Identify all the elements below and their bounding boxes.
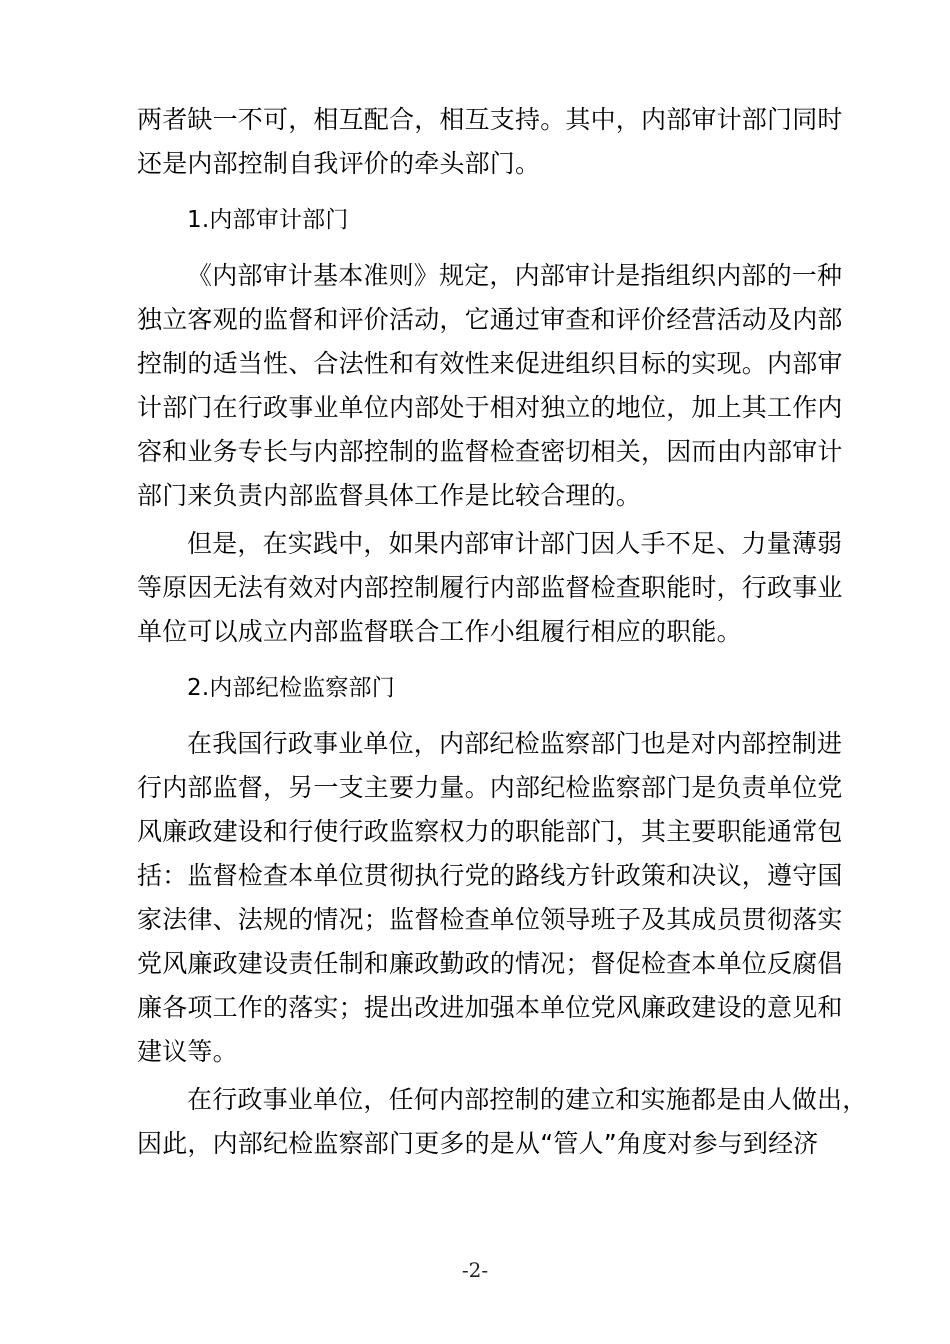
text-line: 容和业务专长与内部控制的监督检查密切相关，因而由内部审计 (137, 437, 843, 466)
text-line: 因此，内部纪检监察部门更多的是从“管人”角度对参与到经济 (137, 1129, 819, 1158)
text-line: 家法律、法规的情况；监督检查单位领导班子及其成员贯彻落实 (137, 905, 843, 934)
text-line: 廉各项工作的落实；提出改进加强本单位党风廉政建设的意见和 (137, 993, 843, 1022)
text-line: 控制的适当性、合法性和有效性来促进组织目标的实现。内部审 (137, 349, 843, 378)
text-line: 风廉政建设和行使行政监察权力的职能部门，其主要职能通常包 (137, 817, 843, 846)
text-line: 在行政事业单位，任何内部控制的建立和实施都是由人做出， (187, 1085, 868, 1114)
text-line: 还是内部控制自我评价的牵头部门。 (137, 149, 541, 178)
text-line: 建议等。 (137, 1037, 238, 1066)
text-line: 两者缺一不可，相互配合，相互支持。其中，内部审计部门同时 (137, 105, 843, 134)
text-line: 行内部监督，另一支主要力量。内部纪检监察部门是负责单位党 (137, 773, 843, 802)
text-line: 党风廉政建设责任制和廉政勤政的情况；督促检查本单位反腐倡 (137, 949, 843, 978)
text-line: 计部门在行政事业单位内部处于相对独立的地位，加上其工作内 (137, 393, 843, 422)
text-line: 括：监督检查本单位贯彻执行党的路线方针政策和决议，遵守国 (137, 861, 843, 890)
text-line: 《内部审计基本准则》规定，内部审计是指组织内部的一种 (187, 261, 843, 290)
section-heading-discipline-inspection: 2.内部纪检监察部门 (187, 675, 395, 701)
text-line: 在我国行政事业单位，内部纪检监察部门也是对内部控制进 (187, 729, 843, 758)
section-heading-internal-audit: 1.内部审计部门 (187, 207, 349, 233)
text-line: 但是，在实践中，如果内部审计部门因人手不足、力量薄弱 (187, 529, 843, 558)
page-number: -2- (461, 1258, 489, 1282)
text-line: 独立客观的监督和评价活动，它通过审查和评价经营活动及内部 (137, 305, 843, 334)
text-line: 单位可以成立内部监督联合工作小组履行相应的职能。 (137, 617, 742, 646)
text-line: 部门来负责内部监督具体工作是比较合理的。 (137, 481, 642, 510)
text-line: 等原因无法有效对内部控制履行内部监督检查职能时，行政事业 (137, 573, 843, 602)
